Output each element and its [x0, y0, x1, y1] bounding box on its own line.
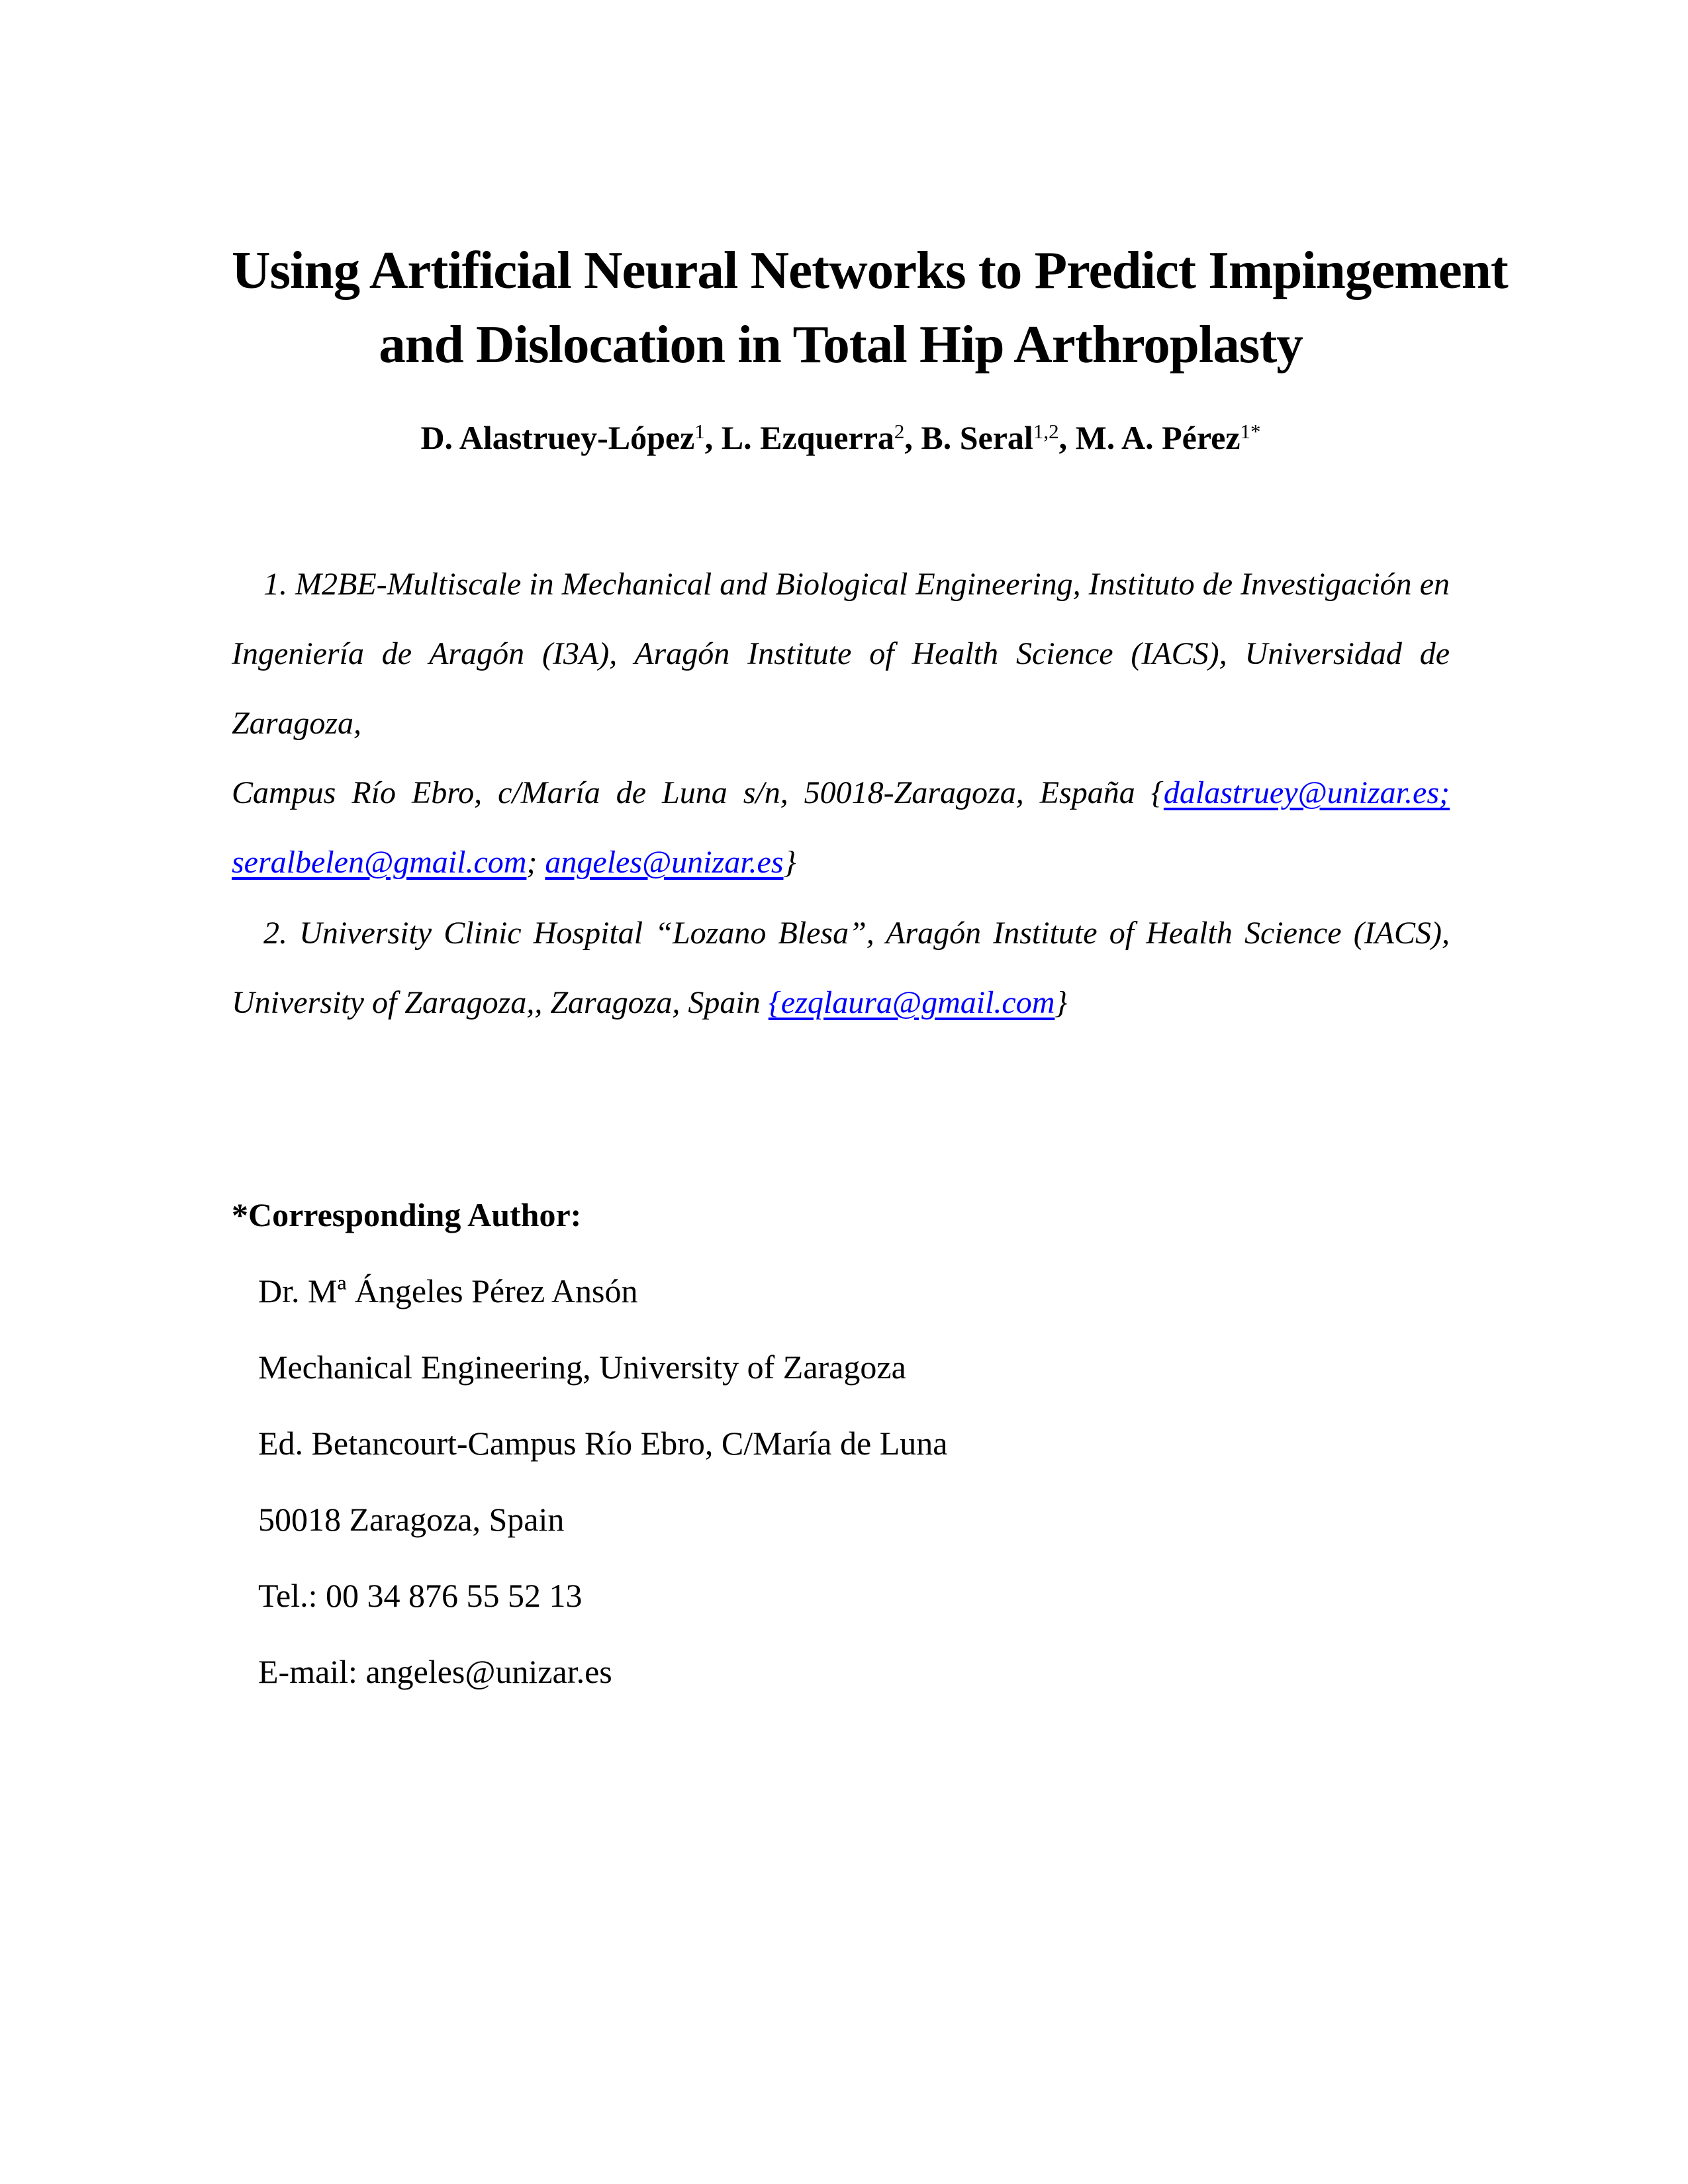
- email-link-dalastruey[interactable]: dalastruey@unizar.es;: [1163, 775, 1450, 810]
- email-link-seralbelen[interactable]: seralbelen@gmail.com: [232, 845, 527, 880]
- corresponding-author-email: E-mail: angeles@unizar.es: [258, 1653, 612, 1690]
- author-separator: ,: [1058, 419, 1076, 456]
- paper-title-line1: Using Artificial Neural Networks to Predict Impingement: [232, 240, 1508, 300]
- email-link-ezqlaura[interactable]: {ezqlaura@gmail.com: [768, 985, 1055, 1020]
- affiliation-1-line4-closing-brace: }: [783, 845, 796, 880]
- corresponding-author-address-line1: Ed. Betancourt-Campus Río Ebro, C/María de Luna: [258, 1425, 948, 1462]
- corresponding-author-name: Dr. Mª Ángeles Pérez Ansón: [258, 1272, 638, 1309]
- author-name-3: B. Seral: [921, 419, 1033, 456]
- paper-title-line2: and Dislocation in Total Hip Arthroplasty: [379, 314, 1303, 374]
- affiliation-1-line4-separator: ;: [526, 845, 545, 880]
- affiliation-2-line2: [232, 968, 1450, 1037]
- corresponding-author-heading: *Corresponding Author:: [232, 1196, 582, 1233]
- affiliation-2-line2-closing-brace: }: [1055, 985, 1068, 1020]
- email-link-angeles[interactable]: angeles@unizar.es: [545, 845, 784, 880]
- affiliation-1-line1: 1. M2BE-Multiscale in Mechanical and Biological Engineering, Instituto de Investigación en: [263, 567, 1450, 602]
- corresponding-author-block: [232, 1177, 1450, 1710]
- corresponding-author-department: Mechanical Engineering, University of Zaragoza: [258, 1349, 906, 1386]
- author-superscript-3: 1,2: [1033, 419, 1059, 443]
- author-name-2: L. Ezquerra: [721, 419, 894, 456]
- author-name-4: M. A. Pérez: [1075, 419, 1241, 456]
- affiliation-1-line3: [232, 758, 1450, 828]
- corresponding-author-phone: Tel.: 00 34 876 55 52 13: [258, 1577, 583, 1614]
- paper-title: [232, 233, 1508, 381]
- author-superscript-4: 1*: [1240, 419, 1261, 443]
- author-superscript-2: 2: [894, 419, 905, 443]
- corresponding-author-address-line2: 50018 Zaragoza, Spain: [258, 1501, 565, 1538]
- author-superscript-1: 1: [694, 419, 705, 443]
- affiliation-2-line2-text: University of Zaragoza,, Zaragoza, Spain: [232, 985, 769, 1020]
- author-name-1: D. Alastruey-López: [420, 419, 695, 456]
- affiliation-1: [232, 549, 1450, 897]
- affiliation-1-line2: Ingeniería de Aragón (I3A), Aragón Institute of Health Science (IACS), Universidad de Zaragoza,: [232, 636, 1450, 741]
- affiliation-1-line3-text: Campus Río Ebro, c/María de Luna s/n, 50018-Zaragoza, España {: [232, 775, 1164, 810]
- author-separator: ,: [904, 419, 921, 456]
- author-separator: ,: [704, 419, 722, 456]
- affiliation-2-line1: 2. University Clinic Hospital “Lozano Blesa”, Aragón Institute of Health Science (IACS),: [263, 916, 1450, 951]
- affiliation-1-line4: [232, 828, 1450, 897]
- affiliation-2: [232, 898, 1450, 1037]
- author-list: [232, 417, 1450, 463]
